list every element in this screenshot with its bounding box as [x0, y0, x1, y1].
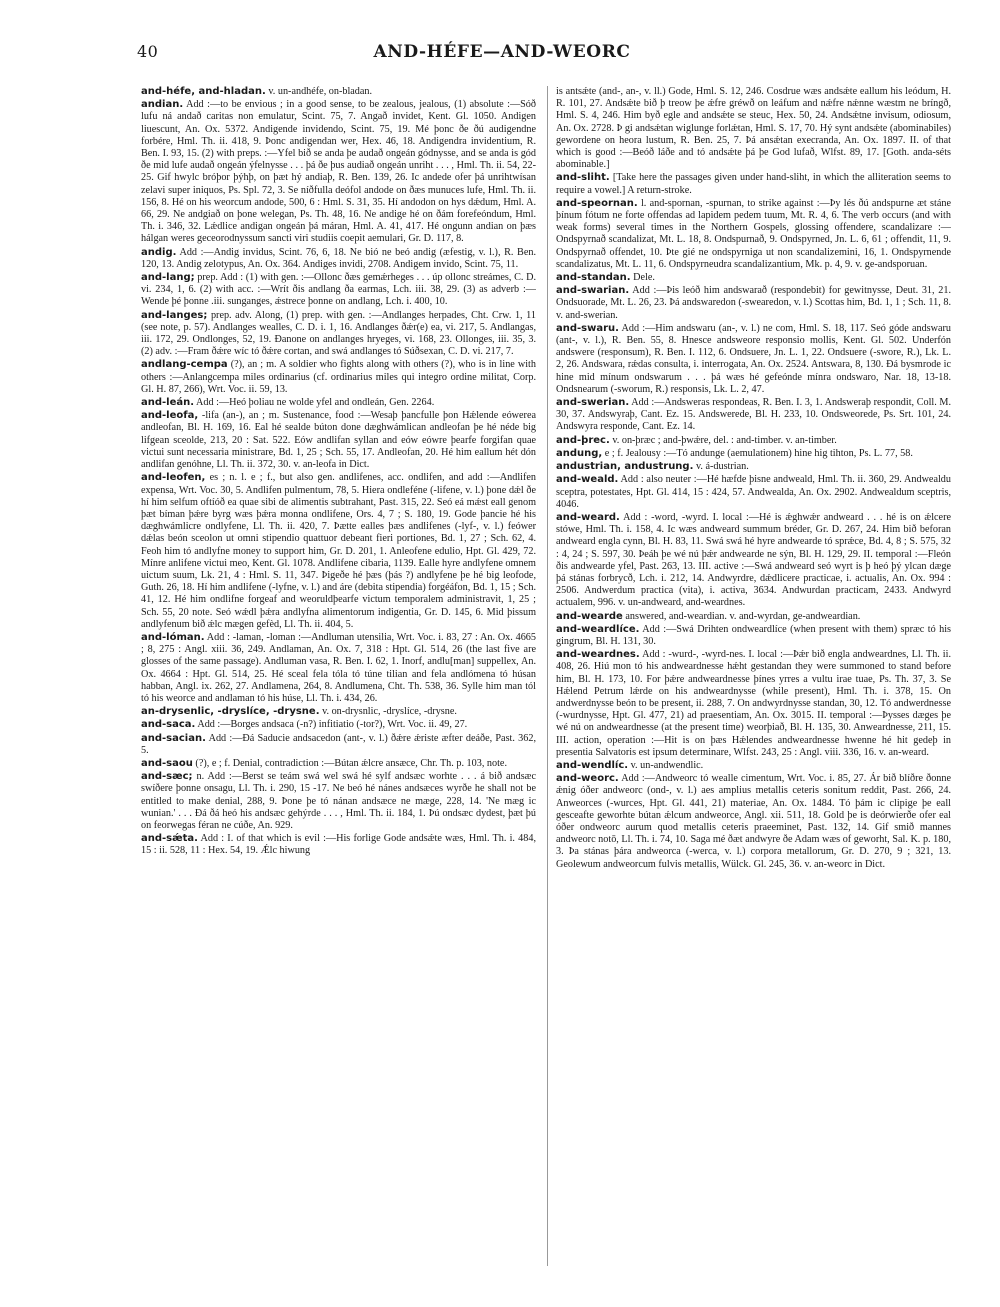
entry-headword: andlang-cempa [141, 359, 228, 371]
entry-headword: and-weorc. [556, 773, 619, 785]
column-divider [547, 86, 548, 1266]
dictionary-entry [556, 172, 951, 196]
entry-text: is antsǽte (and-, an-, v. ll.) Gode, Hml. S. 12, 246. Cosdrue wæs andsǽte eallum his leódum, H. R. 101, 27. Andsǽte bið þ treow þe ǽfre gréwð on leáfum and nǽfre nǽnne wæstm ne bríngð, Hml. S. 4, 246. Him byð egle and andsǽte se steuc, Hex. 50, 24. Andsǽtne invisum, odiosum, An. Ox. 2728. Þ gi andsǽtan wiglunge forlǽtan, Hml. S. 17, 70. Hý synt andsǽte (abominabiles) gewordene on heora lustum, R. Ben. 25, 7. Þá ansǽtan execranda, An. Ox. 1897. II. of that which is good :—Beóð láðe and tó andsǽte þá þe God lufað, Wlfst. 89, 17. [Goth. anda-séts abominable.] [556, 86, 951, 171]
entry-text: Add :—Swá Drihten ondweardlíce (when present with them) spræc tó his gingrum, Bl. H. 131, 30. [556, 623, 951, 647]
entry-headword: and-swarian. [556, 285, 630, 297]
entry-text: [Take here the passages given under hand-sliht, in which the alliteration seems to require a vowel.] A return-stroke. [556, 172, 951, 196]
entry-text: -lifa (an-), an ; m. Sustenance, food :—Wesaþ þancfulle þon Hǽlende eówerea andleofan, Bl. H. 169, 16. Eal hé sealde búton done dæghwámlican andleofan þe hé néde big lifgean sceolde, 213, 20 : Sat. 522. Eów andlifan syllan and eów eówre þearfe forgifan quae victui sunt necessaria ministrare, Bd. 1, 25 ; Sch. 55, 17. Andleofan, 20. Hé him eallum hét dón andlifan genóhne, Ll. Th. ii. 372, 30. v. an-leofa in Dict. [141, 410, 536, 471]
page-header [137, 42, 867, 66]
dictionary-entry [556, 323, 951, 396]
dictionary-entry [141, 99, 536, 245]
dictionary-entry [141, 310, 536, 359]
dictionary-entry [141, 771, 536, 832]
entry-text: Add : -wurd-, -wyrd-nes. I. local :—Þǽr bið engla andweardnes, Ll. Th. ii. 408, 26. Hiú mon tó his andweardnesse hǽht gestandan they were summoned to stand before him, Bl. H. 173, 10. For þǽre andweardnesse þínes yrres a vultu irae tuae, Ps. Th. 37, 3. Se Hǽlend Petrum lǽrde on his andweardnysse (while present), Hml. Th. i. 378, 15. On andwerdnysse beón to be present, ii. 288, 7. On andwyrdnysse standan, 30, 12. Tó andwerdnesse (-wurdnysse, Hpt. Gl. 477, 21) ad praesentiam, An. Ox. 3015. II. temporal :—Þysses dæges þe wé nú on andweardnesse (at the present time) weorþiað, Bl. H. 135, 30. Anweardnesse, 211, 15. III. action, operation :—Hit is on þæs Hǽlendes andweardnesse hwenne hé hit gedeþ in presentia Salvatoris est ipsum determinare, Wlfst. 243, 25 : Angl. viii. 336, 16. v. an-weard. [556, 649, 951, 758]
dictionary-entry [141, 719, 536, 731]
dictionary-entry [556, 397, 951, 434]
dictionary-entry [556, 272, 951, 284]
entry-text: prep. adv. Along, (1) prep. with gen. :—Andlanges herpades, Cht. Crw. 1, 11 (see note, p. 57). Andlanges wealles, C. D. i. 1, 16. Andlanges ðǽr(e) ea, vi. 217, 5. Andlangas, iii. 172, 29. Ondlonges, 52, 19. Ðanone on andlanges hryeges, vi. 168, 23. Ollonges, iii. 35, 3. (2) adv. :—Fram ðǽre wíc tó ðǽre cortan, and swá andlanges tó Súðsexan, C. D. vi. 217, 7. [141, 309, 536, 358]
entry-text: prep. Add : (1) with gen. :—Ollonc ðæs gemǽrheges . . . úp ollonc streámes, C. D. vi. 234, 1, 6. (2) with acc. :—Wrít ðis andlang ða earmas, Lch. iii. 38, 29. (3) as adverb :—Wende þé þonne .iii. sunganges, ǽstrece þonne on andlang, Lch. i. 400, 10. [141, 272, 536, 308]
entry-headword: and-speornan. [556, 197, 638, 209]
entry-headword: andung, [556, 447, 603, 459]
dictionary-entry [556, 86, 951, 171]
page-number: 40 [137, 42, 159, 61]
entry-text: l. and-spornan, -spurnan, to strike against :—Þy lés ðú andspurne æt stáne þínum fótum ne forte offendas ad lapidem pedem tuum, Mt. R. 4, 6. The verb occurs (and with weak forms) several times in the Northern Gospels, glossing offendere, scandalizare :—Ondspyrnað scandalizat, Mt. L. 18, 8. Ondspurnað, 9. Ondspyrned, Jn. L. 6, 61 ; offendit, 11, 9. Ondspyrnað offendet, 10. Þte gié ne ondspyrniga ut non scandalizemini, 16, 1. Ondspyrnende scandalizatus, Mt. L. 11, 6. Ondspyrneudra scandalizantium, Mk. p. 4, 9. v. ge-andsporuan. [556, 197, 951, 270]
entry-headword: and-saou [141, 757, 193, 769]
entry-headword: andian. [141, 99, 184, 111]
dictionary-entry [141, 410, 536, 471]
entry-text: es ; n. l. e ; f., but also gen. andlifenes, acc. ondlifen, and add :—Andlifen expensa, Wrt. Voc. 30, 5. Andlifen pulmentum, 78, 5. Hiera ondleféne (-lifene, v. l.) þone dǽl ðe hí him selfum oftíóð ea quae sibi de alimentis subtrahant, Past. 315, 22. Seó eá mǽst eall genom þæt bíman þǽre byrg wæs þǽra monna ondlifene, Ors. 4, 7 ; S. 180, 19. Gode þancie hé his dæghwámlicre ondlyfene, Ll. Th. ii. 420, 7. Þætte ealles þæs andlifenes (-lyf-, v. l.) feówer dǽlas beón sceolon ut omni stipendio quattuor debeant fieri portiones, Bd. 1, 27 ; Sch. 62, 4. Feoh him tó andlyfne money to support him, Gr. D. 201, 1. Anleofene edulio, Hpt. Gl. 429, 72. Mínre anlifene victui meo, Kent. Gl. 1078. Andlifene cibaria, 1139. Ealle hyre andlyfene omnem uictum suum, Lk. 21, 4 : Hml. S. 11, 347. Þigeðe hé þæs (þás ?) andlyfene þe hé big leofode, Guth. 26, 18. Hí him andlifene (-lyfne, v. l.) and áre (debita stipendia) forgéáfon, Bd. 1, 15 ; Sch. 41, 12. Hé him ondlifne forgeaf and weoruldþearfe victum temporalem administravit, 1, 25 ; Sch. 55, 20 note. Seó wǽdl þǽra andlyfna alimentorum indigentia, Gr. D. 145, 6. Mid þissum andlyfenum bið ǽlc mægen gefèd, Ll. Th. ii. 404, 5. [141, 472, 536, 630]
entry-headword: and-swerian. [556, 397, 630, 409]
entry-headword: and-weald. [556, 474, 619, 486]
dictionary-entry [141, 472, 536, 631]
entry-text: Add :—Þis leóð him andswarað (respondebit) for gewitnysse, Deut. 31, 21. Ondsuorade, Mt. L. 26, 23. Þá andswaredon (-swearedon, v. l.) Scottas him, Bd. 1, 1 ; Sch. 11, 8. v. and-swerian. [556, 285, 951, 321]
dictionary-entry [556, 448, 951, 460]
entry-headword: and-sǽta. [141, 833, 198, 845]
entry-headword: andig. [141, 246, 177, 258]
dictionary-entry [141, 247, 536, 271]
dictionary-entry [141, 833, 536, 857]
entry-headword: and-þrec. [556, 434, 610, 446]
entry-headword: and-swaru. [556, 322, 619, 334]
entry-text: (?), an ; m. A soldier who fights along with others (?), who is in line with others :—Anlangcempa miles ordinarius (cf. ordinarius miles qui integro ordine militat, Corp. Gl. H. 87, 266), Wrt. Voc. ii. 59, 13. [141, 359, 536, 395]
entry-text: e ; f. Jealousy :—Tó andunge (aemulationem) hine hig tihton, Ps. L. 77, 58. [602, 447, 913, 459]
entry-text: v. on-þræc ; and-þwǽre, del. : and-timber. v. an-timber. [609, 434, 837, 446]
entry-headword: and-wearde [556, 610, 623, 622]
entry-headword: and-langes; [141, 309, 208, 321]
dictionary-entry [556, 285, 951, 322]
entry-headword: and-lóman. [141, 631, 205, 643]
dictionary-entry [141, 733, 536, 757]
entry-text: n. Add :—Berst se teám swá wel swá hé sylf andsæc worhte . . . á bið andsæc swíðere þonne onsagu, Ll. Th. i. 290, 15 -17. Ne beó hé nánes andsæces wyrðe he shall not be entitled to make denial, 288, 9. Þone þe tó nánan andsæce ne mæge, 228, 14. 'Ne mæg ic wunian.' . . . Ðá ðá heó his andsæc gehýrde . . . , Hml. Th. ii. 184, 1. Þú ondsæc dydest, þæt þú on feorwegas féran ne cúðe, An. 929. [141, 771, 536, 831]
entry-headword: and-weardlíce. [556, 623, 640, 635]
entry-text: Add : -laman, -loman :—Andluman utensilia, Wrt. Voc. i. 83, 27 : An. Ox. 4665 ; 8, 275 : Angl. xiii. 36, 249. Andlaman, An. Ox. 7, 318 : Hpt. Gl. 514, 26 (the last five are glosses of the same passage). Andluman vasa, R. Ben. I. 62, 1. Inorf, andlu[man] suppellex, An. Ox. 4664 : Hpt. Gl. 514, 25. Hé sceal fela tóla tó túne tilian and fela andlómena tó húsan habban, Angl. ix. 262, 27. Andlamena, 264, 8. Andlumena, Cht. Th. 538, 36. Sylle him man tól tó his weorce and andlaman tó his húse, Ll. Th. i. 434, 26. [141, 631, 536, 704]
entry-text: answered, and-weardian. v. and-wyrdan, ge-andweardian. [622, 610, 861, 622]
entry-text: Add :—Borges andsaca (-n?) infitiatio (-tor?), Wrt. Voc. ii. 49, 27. [195, 719, 468, 731]
dictionary-entry [141, 359, 536, 396]
dictionary-entry [556, 649, 951, 759]
entry-headword: and-weardnes. [556, 649, 640, 661]
dictionary-entry [141, 758, 536, 770]
entry-text: Add :—Andsweras respondeas, R. Ben. I. 3, 1. Andsweraþ respondit, Coll. M. 30, 37. Andswyraþ, Cant. Ez. 15. Andswerede, Bl. H. 233, 10. Ondsweorede, Ps. Srt. 101, 24. Andswyra responde, Cant. Ez. 14. [556, 397, 951, 433]
entry-text: Add :—Andweorc tó wealle cimentum, Wrt. Voc. i. 85, 27. Ár bið blíðre ðonne ǽnig óðer andweorc (ond-, v. l.) aes amplius metallis ceteris sonitum reddit, Past. 266, 24. Anweorces (-wurces, Hpt. Gl. 441, 21) materiae, An. Ox. 1484. Tó þám ic clipige þe eall gesceafte geworhte bútan ǽlcum andweorce, Angl. xii. 511, 18. Gold þe is deórwierðe ofer eal óðer ondweorc aurum quod metallis ceteris praeeminet, Past. 132, 14. Gif smið mannes andweorc notō, Ll. Th. i. 74, 10. Saga mé ðæt andwyre ðe Adam wæs of geworht, Sal. K. p. 180, 3. Þa stánas þára andweorca (-werca, v. l.) corpora metallorum, Gr. D. 270, 9 ; 321, 13. Geolewum andweorcum fulvis metallis, Wülck. Gl. 245, 36. v. an-weorc in Dict. [556, 773, 951, 870]
entry-headword: andustrian, andustrung. [556, 461, 694, 473]
dictionary-entry [556, 474, 951, 511]
entry-headword: and-leán. [141, 397, 195, 409]
dictionary-entry [556, 198, 951, 271]
dictionary-entry [556, 773, 951, 871]
entry-headword: and-saca. [141, 719, 196, 731]
entry-headword: and-leofa, [141, 410, 199, 422]
entry-text: Add :—Andig invidus, Scint. 76, 6, 18. Ne bió ne beó andig (æfestig, v. l.), R. Ben. 120, 13. Andig zelotypus, An. Ox. 364. Andiges invidi, 2708. Andigem invido, Scint. 75, 11. [141, 246, 536, 270]
entry-text: Add :—Ðá Saducie andsacedon (ant-, v. l.) ðǽre ǽriste æfter deáðe, Past. 362, 5. [141, 732, 536, 756]
dictionary-entry [556, 611, 951, 623]
entry-text: Add :—Him andswaru (an-, v. l.) ne com, Hml. S. 18, 117. Seó góde andswaru (ant-, v. l.), R. Ben. 55, 8. Hnesce andsweore responsio mollis, Kent. Gl. 502. Underfón andswere (responsum), R. Ben. I. 112, 6. Ondsuere, Jn. L. 1, 22. Ondsuere (-swore, R.), Lk. L. 2, 26. Andswara, rǽdas consulta, i. interrogata, An. Ox. 2524. Antswara, 8, 130. Ðá bysmrode ic hine mid mínum ondswarum . . . þá wæs hé gefeónde mínra ondswaro, Nar. 18, 13-18. Ondsnearum (-sworum, R.) responsis, Lk. L. 2, 47. [556, 322, 951, 395]
entry-headword: and-sliht. [556, 172, 610, 184]
entry-text: Add :—Heó þoliau ne wolde yfel and ondleán, Gen. 2264. [194, 397, 435, 409]
entry-text: v. un-andhéfe, on-bladan. [265, 86, 373, 97]
running-head: AND-HÉFE—AND-WEORC [373, 42, 631, 62]
entry-text: (?), e ; f. Denial, contradiction :—Bútan ǽlcre ansæce, Chr. Th. p. 103, note. [192, 757, 508, 769]
left-column [141, 86, 536, 1276]
entry-text: Add : I. of that which is evil :—His forlige Gode andsǽte wæs, Hml. Th. i. 484, 15 : ii. 528, 11 : Hex. 54, 19. Ǽlc hiwung [141, 833, 536, 857]
dictionary-entry [141, 86, 536, 98]
dictionary-entry [556, 512, 951, 610]
entry-text: Add : -word, -wyrd. I. local :—Hé is ǽghwǽr andweard . . . hé is on ǽlcere stówe, Hml. Th. i. 158, 4. Ic wæs andweard summum bréder, Gr. D. 267, 24. Him bið beforan andweard engla cynn, Bl. H. 83, 11. Swá swá hé hyre andwearde tó sprǽce, Bd. 4, 8 ; S. 575, 32 : 4, 24 ; S. 597, 30. Þeáh þe wé nú þǽr andwearde ne sýn, Bl. H. 129, 29. II. temporal :—Fleón ðis andwearde yfel, Past. 263, 13. III. active :—Swá andweard seó wyrt is þ heó þý ylcan dæge þá stánas forbrycð, Lch. i. 212, 14. Andwyrdre, dǽdlicere practicae, i. actualis, An. Ox. 994 : 2506. Andwerdum practica (vita), i. activa, 3634. Andwurdan practicam, 2433. Andwyrd actualem, 996. v. un-andweard, and-weardnes. [556, 511, 951, 609]
dictionary-entry [141, 397, 536, 409]
entry-headword: and-standan. [556, 272, 631, 284]
entry-headword: and-lang; [141, 272, 195, 284]
dictionary-entry [556, 760, 951, 772]
entry-headword: and-sacian. [141, 732, 206, 744]
right-column [556, 86, 951, 1276]
entry-headword: an-drysenlic, -dryslíce, -drysne. [141, 706, 320, 718]
entry-headword: and-leofen, [141, 472, 206, 484]
dictionary-entry [141, 632, 536, 705]
entry-text: Add :—to be envious ; in a good sense, to be zealous, jealous, (1) absolute :—Sóð lufu ná andað caritas non emulatur, Scint. 75, 7. Angað invidet, Kent. Gl. 1050. Andigen liuescunt, An. Ox. 5372. Andigende invidendo, Scint. 75, 19. Mé þonc ðe ðú audigendne forbére, Hml. Th. ii. 418, 9. Þonc andigendan wer, Hex. 46, 18. Andigendra invidentium, R. Ben. I. 93, 15. (2) with preps. :—Yfel bið se anda þe audað ongeán gódnysse, and se anda is gód ðe mid lufe audað ongeán ýfelnysse . . . þá ðe þus audiað ongeán unriht . . . , Hml. Th. ii. 54, 22-25. Gif hwylc bróþor þýhþ, on þæt hý andiaþ, R. Ben. 139, 26. Ic andede ofer þá unrihtwísan zelavi super iniquos, Ps. Spl. 72, 3. Se níðfulla deófol andode on ðæs munuces lufe, Hml. Th. ii. 156, 8. Hé on his weorcum andode, 500, 6 : Hml. S. 31, 35. Hí andodon on hys dǽdum, Hml. A. 66, 29. Ne andgiað on þone welegan, Ps. Th. 48, 16. Ne andige hé on ðám forefeóndum, Hml. Th. i. 346, 32. Lǽdlice andigan ongeán þá máran, Hml. A. 41, 417. Hé ongunn andian on þæs hálgan weres geceorodnyssum sancti viri studiis coepit aemulari, Gr. D. 117, 8. [141, 99, 536, 245]
entry-text: Add : also neuter :—Hé hæfde þisne andweald, Hml. Th. ii. 360, 29. Andwealdu sceptra, potestates, Hpt. Gl. 414, 15 : 424, 57. Andwealda, An. Ox. 2902. Andwealdum sceptris, 4046. [556, 474, 951, 510]
dictionary-entry [556, 435, 951, 447]
entry-headword: and-héfe, and-hladan. [141, 86, 266, 97]
entry-headword: and-wendlíc. [556, 759, 629, 771]
dictionary-entry [141, 272, 536, 309]
entry-text: v. á-dustrian. [693, 461, 749, 473]
entry-headword: and-weard. [556, 511, 620, 523]
entry-text: v. on-drysnlic, -dryslíce, -drysne. [319, 706, 457, 718]
entry-headword: and-sæc; [141, 771, 193, 783]
dictionary-entry [556, 461, 951, 473]
entry-text: v. un-andwendlic. [628, 759, 704, 771]
dictionary-entry [141, 706, 536, 718]
entry-text: Dele. [630, 272, 655, 284]
dictionary-entry [556, 624, 951, 648]
